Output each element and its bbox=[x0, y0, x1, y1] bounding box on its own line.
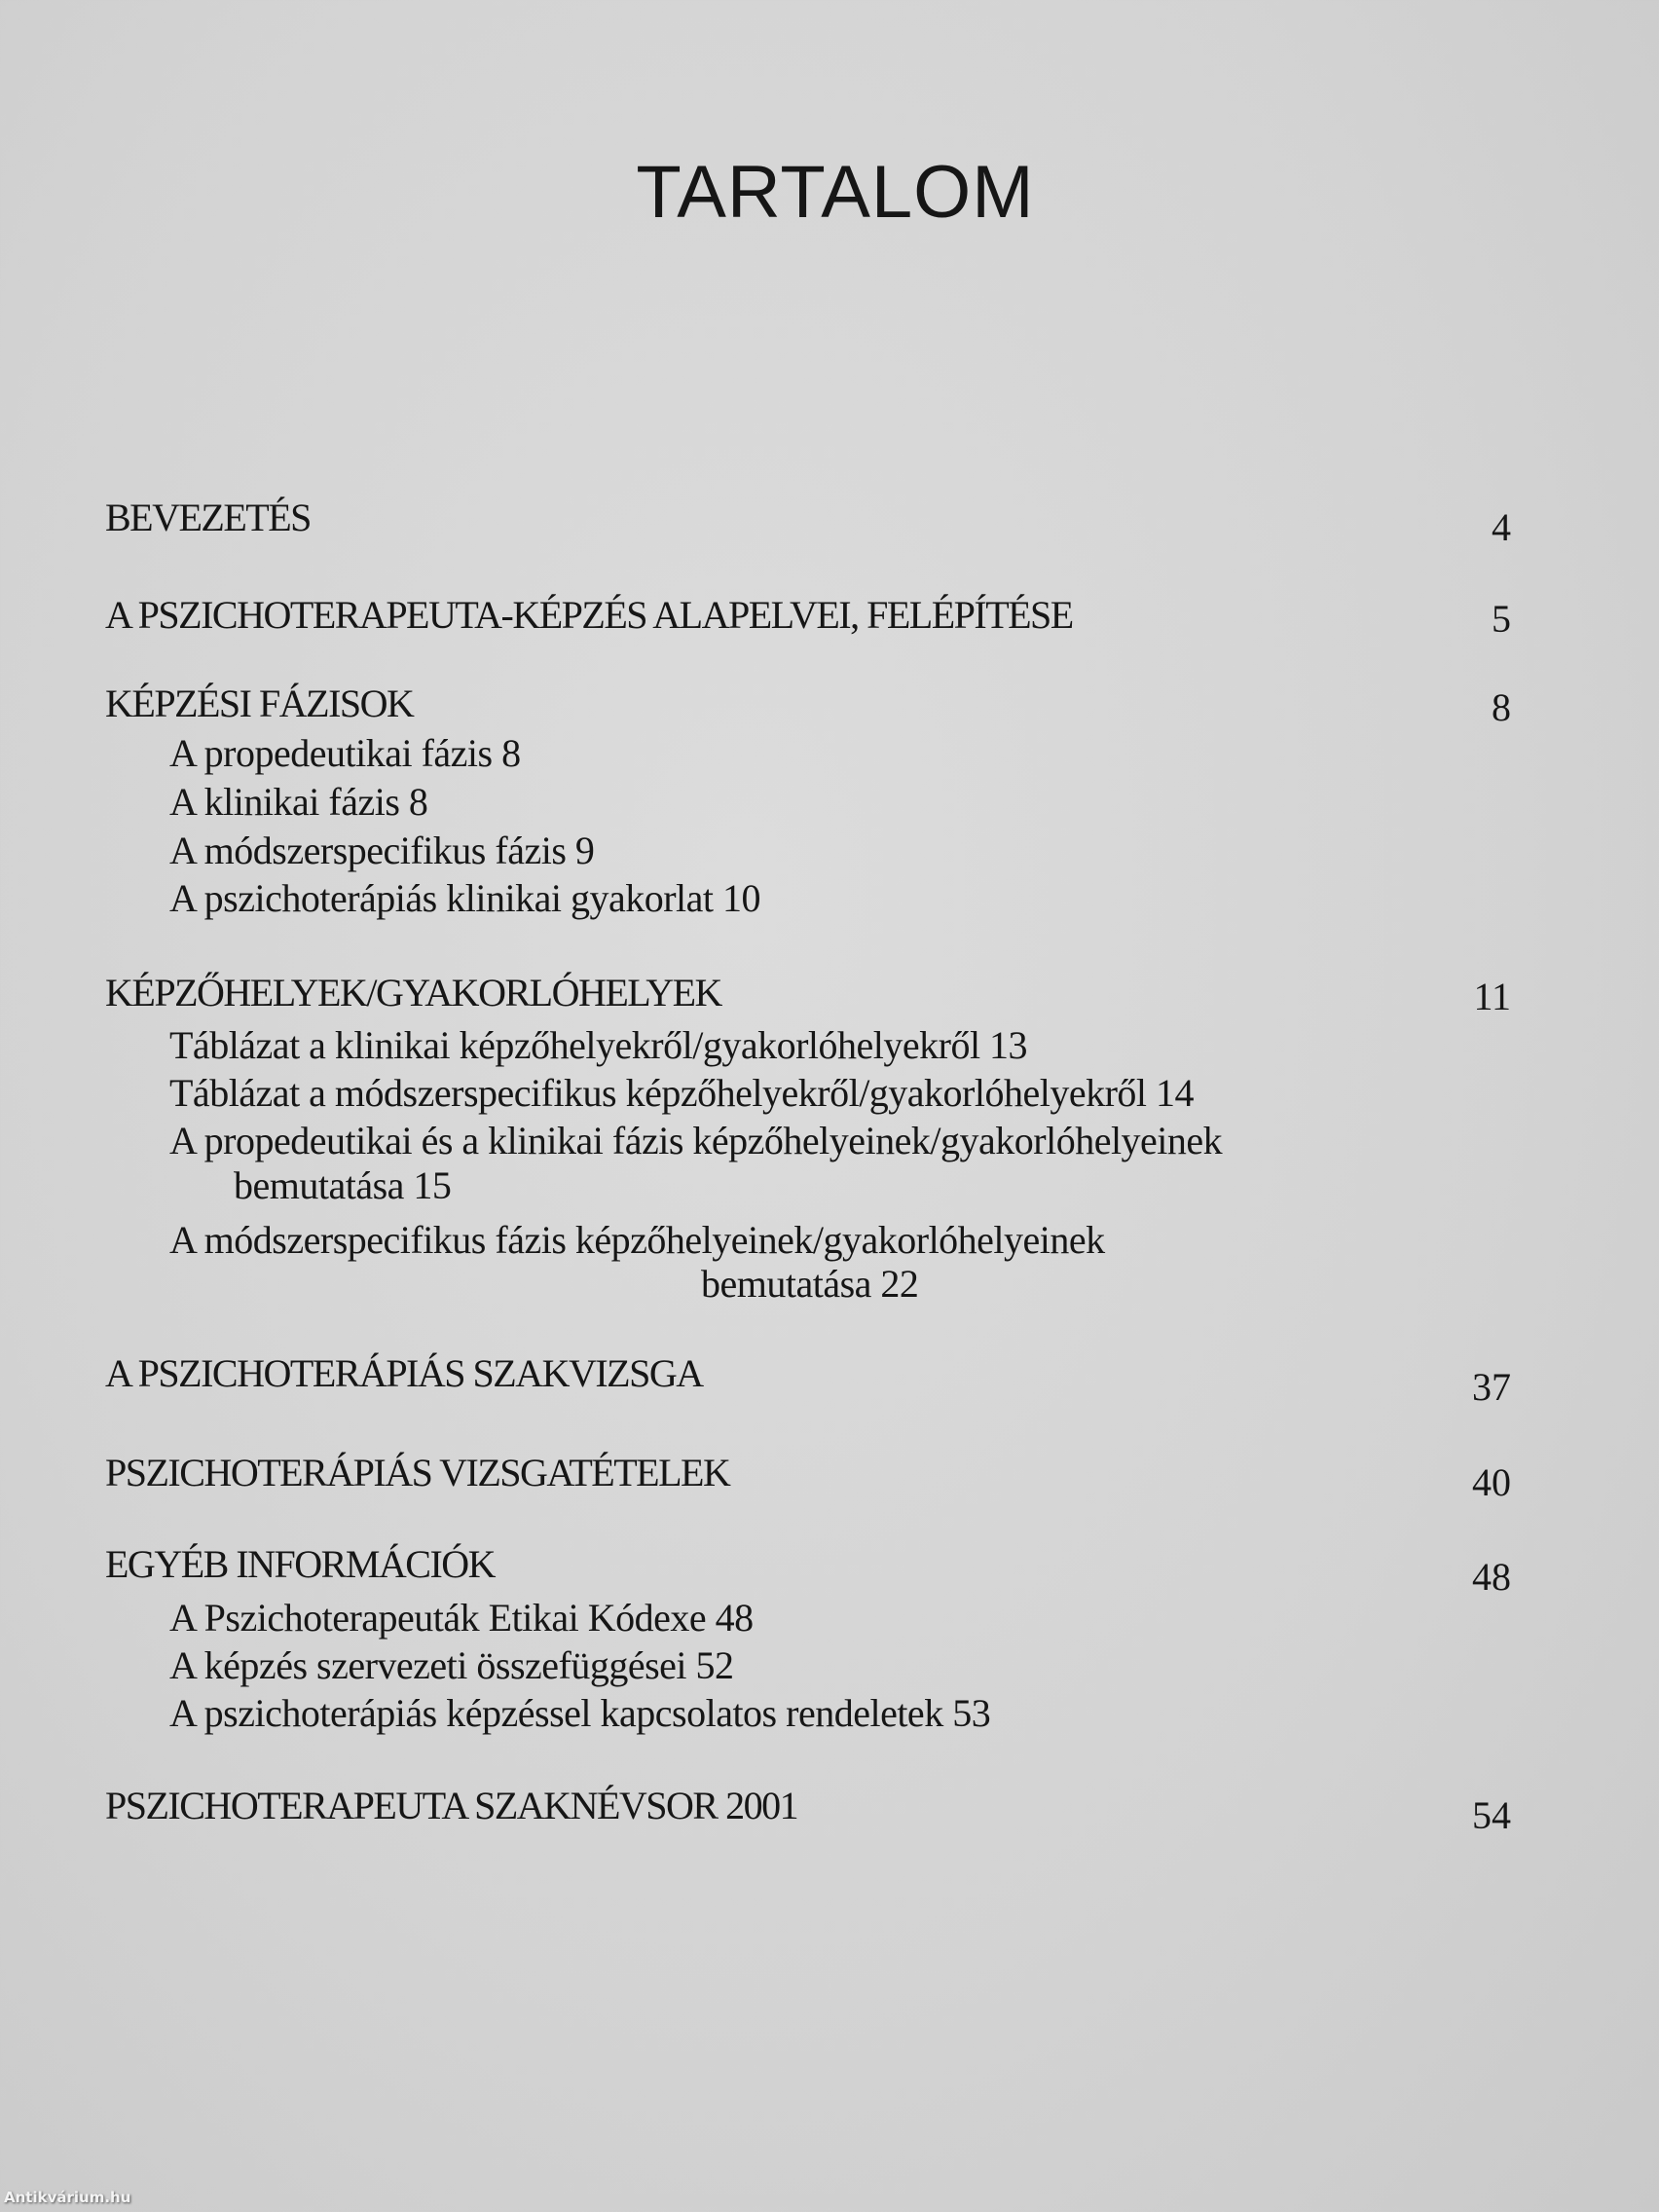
toc-heading: PSZICHOTERAPEUTA SZAKNÉVSOR 2001 bbox=[105, 1784, 798, 1827]
toc-heading: A PSZICHOTERAPEUTA-KÉPZÉS ALAPELVEI, FELÉPÍTÉSE bbox=[105, 593, 1073, 637]
toc-subentry: A propedeutikai fázis 8 bbox=[169, 731, 521, 775]
toc-heading: A PSZICHOTERÁPIÁS SZAKVIZSGA bbox=[105, 1351, 703, 1395]
toc-subentry: bemutatása 15 bbox=[234, 1163, 452, 1207]
toc-page-number: 4 bbox=[1492, 505, 1511, 549]
toc-subentry: Táblázat a módszerspecifikus képzőhelyekről/gyakorlóhelyekről 14 bbox=[169, 1071, 1195, 1115]
toc-heading: KÉPZŐHELYEK/GYAKORLÓHELYEK bbox=[105, 971, 721, 1014]
toc-heading: PSZICHOTERÁPIÁS VIZSGATÉTELEK bbox=[105, 1451, 730, 1494]
toc-subentry: A módszerspecifikus fázis 9 bbox=[169, 829, 595, 872]
toc-heading: EGYÉB INFORMÁCIÓK bbox=[105, 1542, 496, 1586]
toc-subentry: A képzés szervezeti összefüggései 52 bbox=[169, 1643, 734, 1687]
toc-subentry: A klinikai fázis 8 bbox=[169, 780, 428, 824]
page-title: TARTALOM bbox=[636, 151, 1035, 234]
toc-subentry: bemutatása 22 bbox=[701, 1262, 919, 1306]
toc-page-number: 48 bbox=[1472, 1555, 1511, 1599]
toc-page-number: 8 bbox=[1492, 685, 1511, 729]
toc-subentry: Táblázat a klinikai képzőhelyekről/gyakorlóhelyekről 13 bbox=[169, 1023, 1028, 1067]
toc-heading: KÉPZÉSI FÁZISOK bbox=[105, 682, 414, 725]
toc-subentry: A propedeutikai és a klinikai fázis képzőhelyeinek/gyakorlóhelyeinek bbox=[169, 1119, 1223, 1162]
toc-heading: BEVEZETÉS bbox=[105, 496, 311, 539]
toc-page-number: 40 bbox=[1472, 1460, 1511, 1504]
toc-page-number: 37 bbox=[1472, 1365, 1511, 1409]
watermark: Antikvárium.hu bbox=[4, 2189, 131, 2206]
toc-subentry: A módszerspecifikus fázis képzőhelyeinek/gyakorlóhelyeinek bbox=[169, 1218, 1105, 1262]
toc-subentry: A Pszichoterapeuták Etikai Kódexe 48 bbox=[169, 1596, 754, 1640]
toc-page-number: 54 bbox=[1472, 1793, 1511, 1837]
toc-page-number: 11 bbox=[1473, 975, 1511, 1018]
toc-subentry: A pszichoterápiás képzéssel kapcsolatos rendeletek 53 bbox=[169, 1691, 991, 1735]
toc-page-number: 5 bbox=[1492, 597, 1511, 641]
toc-subentry: A pszichoterápiás klinikai gyakorlat 10 bbox=[169, 876, 761, 920]
